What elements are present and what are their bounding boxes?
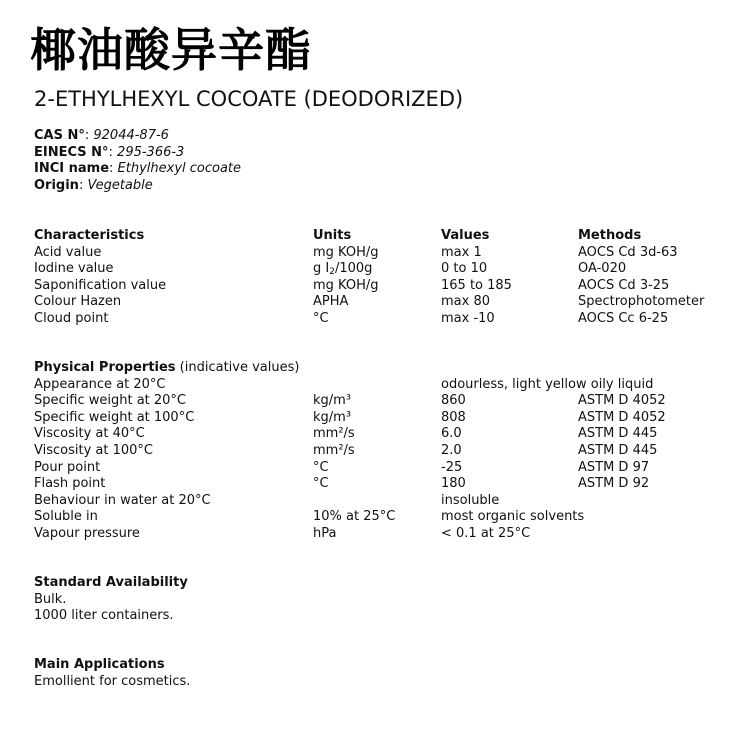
values-header: Values [441,228,490,243]
product-title-chinese: 椰油酸异辛酯 [30,23,312,77]
origin-row: Origin: Vegetable [34,177,153,193]
inci-name-row: INCI name: Ethylhexyl cocoate [34,161,242,177]
list-item: 1000 liter containers. [34,608,174,624]
iodine-unit: g $I_2/100g$ [313,261,373,278]
section-heading: Main Applications [34,657,165,672]
section-heading: Standard Availability [34,575,188,590]
standard-availability-section [34,575,188,625]
methods-header: Methods [578,228,642,243]
list-item: Emollient for cosmetics. [34,673,191,689]
identification-block [34,128,241,194]
units-header: Units [313,228,352,243]
cas-number-row: CAS N°: 92044-87-6 [34,128,169,143]
einecs-number-row: EINECS N°: 295-366-3 [34,144,185,160]
characteristics-header: Characteristics [34,228,145,243]
list-item: Bulk. [34,591,67,607]
product-title-english: 2-ETHYLHEXYL COCOATE (DEODORIZED) [34,87,464,111]
main-applications-section [34,657,190,690]
